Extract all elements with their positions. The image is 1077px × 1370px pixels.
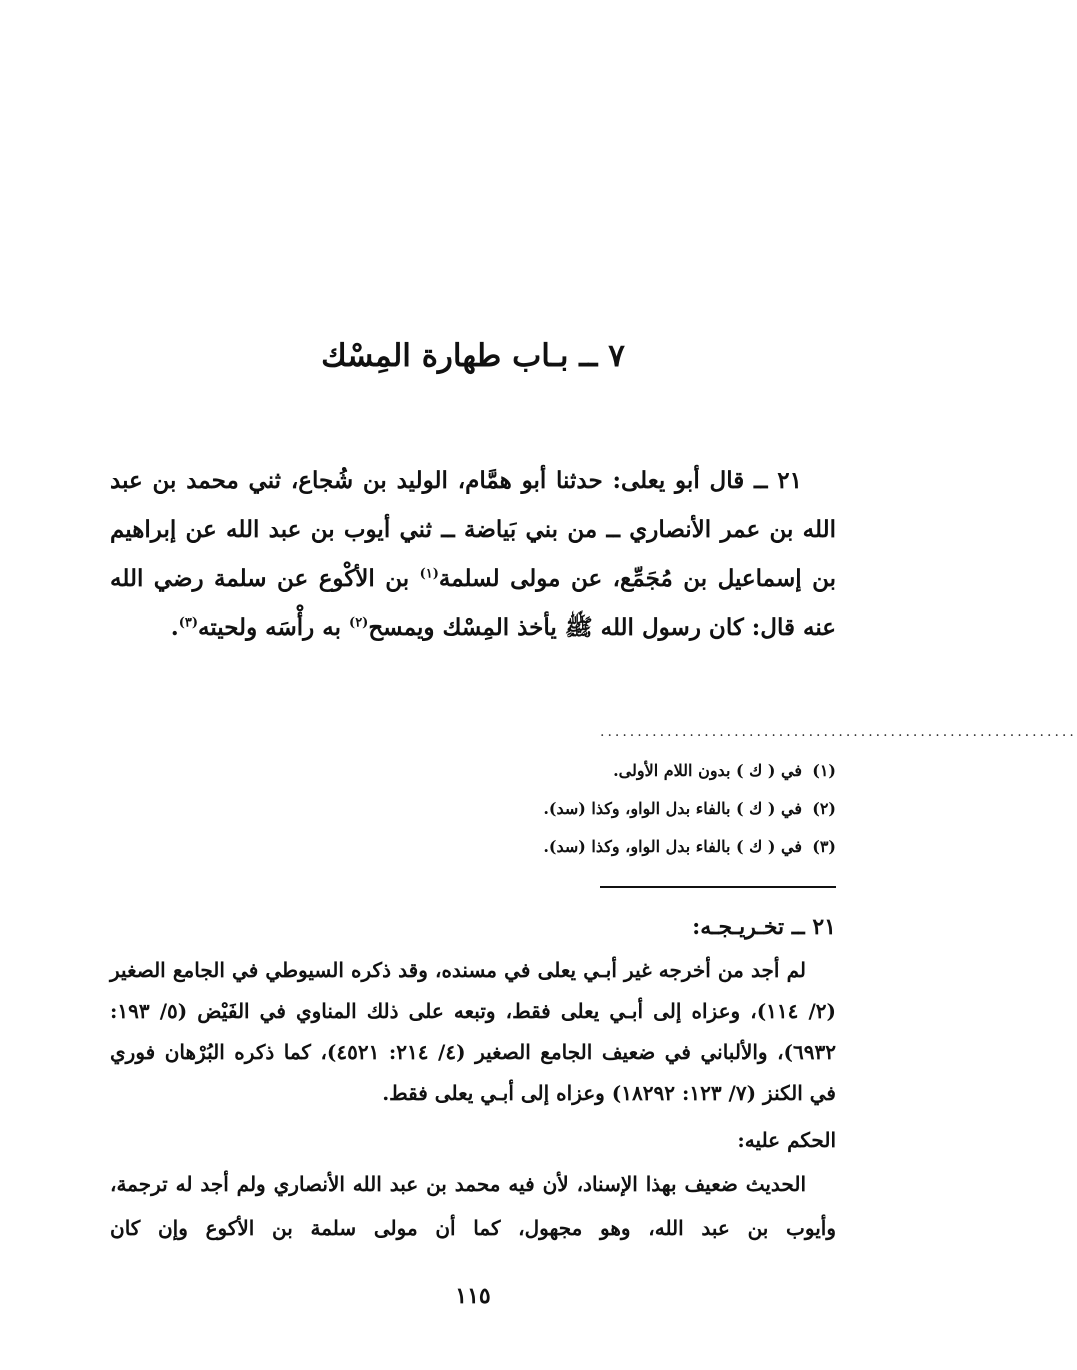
ruling-paragraph — [110, 1162, 836, 1250]
footnote-text: في ( ك ) بالفاء بدل الواو، وكذا (سد). — [543, 799, 802, 818]
section-divider — [600, 886, 836, 888]
separator-dots: ................................................................ — [600, 724, 1077, 740]
takhrij-text: لم أجد من أخرجه غير أبـي يعلى في مسنده، وقد ذكره السيوطي في الجامع الصغير (٢/ ١١٤)، وعزاه إلى أبـي يعلى فقط، وتبعه على ذلك المناوي في الفَيْض (٥/ ١٩٣: ٦٩٣٢)، والألباني في ضعيف الجامع الصغير (٤/ ٢١٤: ٤٥٢١)، كما ذكره البُرْهان فوري في الكنز (٧/ ١٢٣: ١٨٢٩٢) وعزاه إلى أبـي يعلى فقط. — [110, 958, 837, 1105]
page-number: ١١٥ — [455, 1283, 491, 1309]
hadith-body-part1: قال أبو يعلى: حدثنا أبو همَّام، الوليد بن شُجاع، ثني محمد بن عبد الله بن عمر الأنصاري ــ من بني بَياضة ــ ثني أيوب بن عبد الله عن إبراهيم بن إسماعيل بن مُجَمِّع، عن مولى لسلمة — [110, 467, 836, 592]
footnote-item — [110, 790, 836, 828]
footnote-text: في ( ك ) بالفاء بدل الواو، وكذا (سد). — [543, 837, 802, 856]
book-page — [110, 0, 1077, 1370]
footnotes-list — [110, 752, 836, 866]
takhrij-paragraph — [110, 950, 836, 1114]
footnote-separator — [110, 724, 1077, 740]
hadith-body-part3: به رأْسَه ولحيته — [198, 614, 350, 641]
hadith-end: . — [170, 614, 179, 641]
footnote-text: في ( ك ) بدون اللام الأولى. — [613, 761, 802, 780]
hadith-text: ٢١ ــ قال أبو يعلى: حدثنا أبو همَّام، الوليد بن شُجاع، ثني محمد بن عبد الله بن عمر الأنصاري ــ من بني بَياضة ــ ثني أيوب بن عبد الله عن إبراهيم بن إسماعيل بن مُجَمِّع، عن مولى لسلمة$^{(١)}$ بن الأكْوع عن سلمة رضي الله عنه قال: كان رسول الله ﷺ يأخذ المِسْك ويمسح$^{(٢)}$ به رأْسَه ولحيته$^{(٣)}$. — [110, 467, 836, 641]
footnote-item — [110, 828, 836, 866]
chapter-title: ٧ ــ بـاب طهارة المِسْك — [321, 338, 625, 374]
ruling-text: الحديث ضعيف بهذا الإسناد، لأن فيه محمد بن عبد الله الأنصاري ولم أجد له ترجمة، وأيوب بن عبد الله، وهو مجهول، كما أن مولى سلمة بن الأكوع وإن كان — [110, 1172, 836, 1240]
footnote-marker-1: (١) — [419, 566, 439, 582]
footnote-marker-3: (٣) — [178, 615, 198, 631]
ruling-heading: الحكم عليه: — [737, 1128, 836, 1152]
footnote-item — [110, 752, 836, 790]
footnote-number: (١) — [812, 761, 836, 780]
footnote-number: (٣) — [812, 837, 836, 856]
takhrij-heading: ٢١ ــ تخـريـجـه: — [692, 914, 836, 940]
hadith-body-part2: بن الأكْوع عن سلمة رضي الله عنه قال: كان رسول الله ﷺ يأخذ المِسْك ويمسح — [110, 565, 836, 641]
footnote-marker-2: (٢) — [349, 615, 369, 631]
hadith-number: ٢١ — [777, 467, 802, 494]
footnote-number: (٢) — [812, 799, 836, 818]
